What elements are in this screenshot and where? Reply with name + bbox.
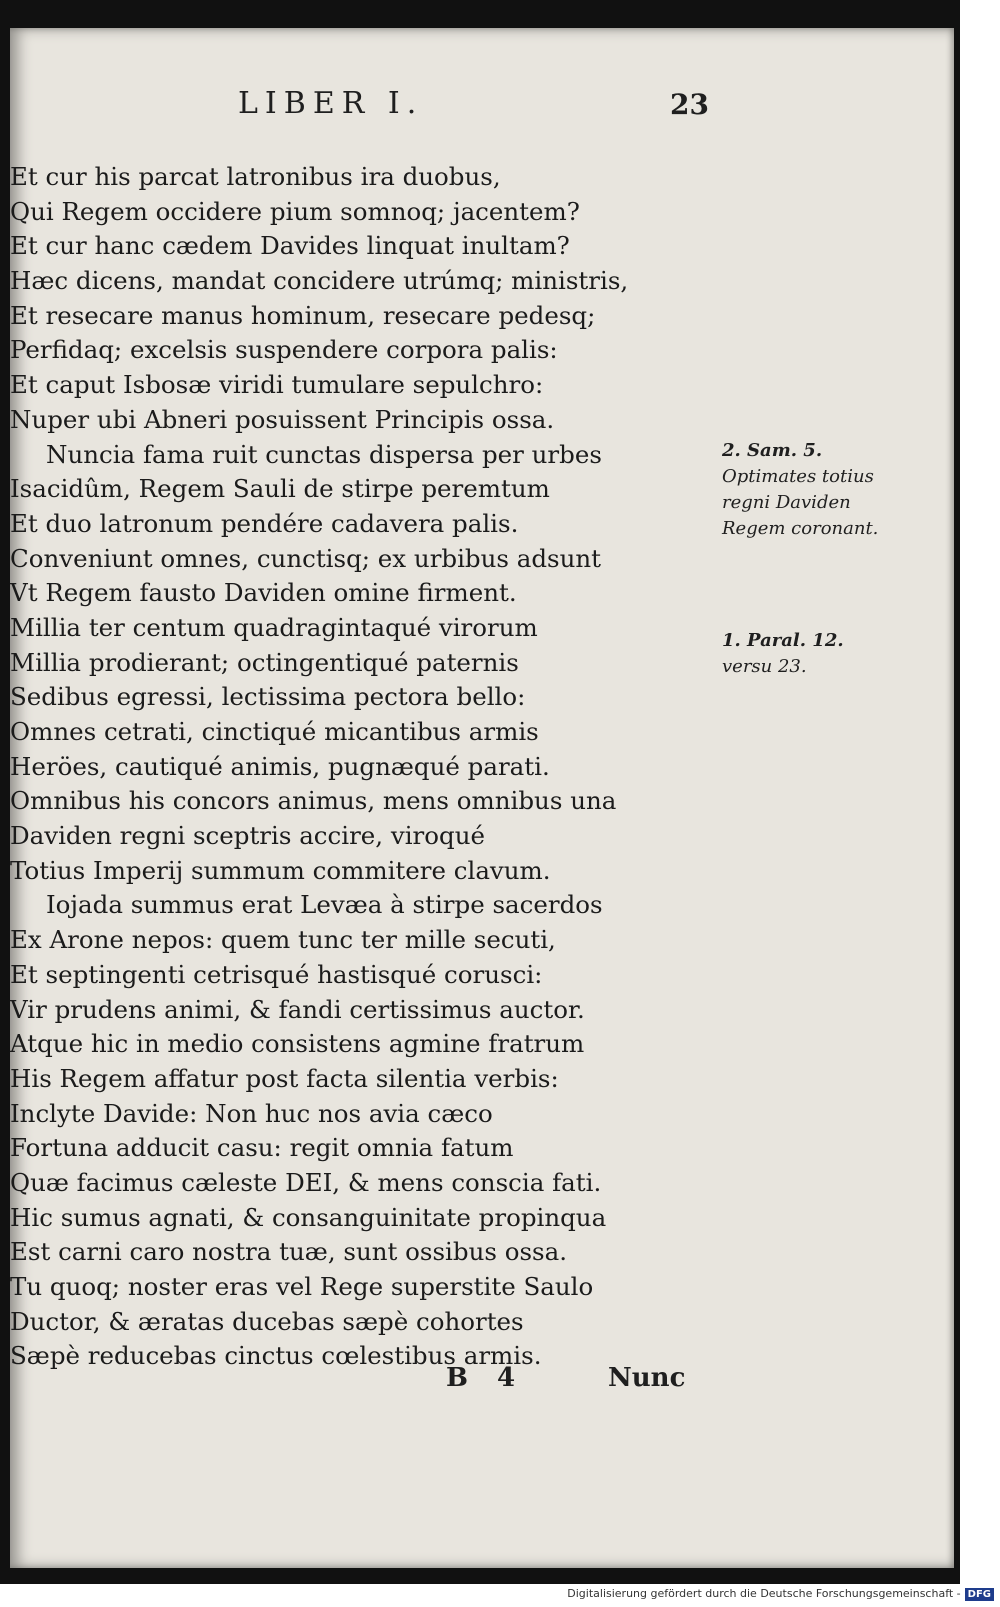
verse-line: Inclyte Davide: Non huc nos avia cæco	[10, 1098, 493, 1128]
book-page	[10, 28, 954, 1568]
marginal-note-line: Regem coronant.	[722, 518, 879, 539]
verse-block	[10, 160, 700, 1374]
verse-line: Et duo latronum pendére cadavera palis.	[10, 508, 519, 538]
verse-line: Isacidûm, Regem Sauli de stirpe peremtum	[10, 474, 550, 504]
verse-line: Millia ter centum quadragintaqué virorum	[10, 612, 538, 642]
marginal-note-line: versu 23.	[722, 656, 807, 677]
verse-line: Omnibus his concors animus, mens omnibus una	[10, 786, 617, 816]
verse-line: Et resecare manus hominum, resecare pedesq;	[10, 300, 596, 330]
verse-line: Totius Imperij summum commitere clavum.	[10, 855, 551, 885]
marginal-note-line: Optimates totius	[722, 466, 874, 487]
verse-line: Ex Arone nepos: quem tunc ter mille secuti,	[10, 925, 556, 955]
verse-line: Daviden regni sceptris accire, viroqué	[10, 821, 485, 851]
verse-line: Fortuna adducit casu: regit omnia fatum	[10, 1133, 514, 1163]
marginal-note-line: 1. Paral. 12.	[722, 630, 844, 651]
digitization-credit	[567, 1587, 994, 1601]
verse-line: Perfidaq; excelsis suspendere corpora palis:	[10, 335, 558, 365]
verse-line: Et cur hanc cædem Davides linquat inultam?	[10, 231, 570, 261]
marginal-note	[722, 438, 878, 542]
verse-line: Et cur his parcat latronibus ira duobus,	[10, 162, 501, 191]
running-head: LIBER I.	[238, 86, 424, 121]
verse-line: Iojada summus erat Levæa à stirpe sacerdos	[46, 890, 603, 920]
marginal-note-line: 2. Sam. 5.	[722, 440, 823, 461]
verse-line: Qui Regem occidere pium somnoq; jacentem?	[10, 196, 580, 226]
verse-line: Et septingenti cetrisqué hastisqué corusci:	[10, 959, 543, 989]
verse-line: Hæc dicens, mandat concidere utrúmq; ministris,	[10, 266, 629, 296]
verse-line: Sedibus egressi, lectissima pectora bello:	[10, 682, 526, 712]
verse-line: Vt Regem fausto Daviden omine firment.	[10, 578, 517, 608]
verse-line: Omnes cetrati, cinctiqué micantibus armis	[10, 717, 539, 746]
verse-line: Et caput Isbosæ viridi tumulare sepulchro:	[10, 370, 544, 400]
verse-line: Vir prudens animi, & fandi certissimus auctor.	[10, 994, 585, 1024]
verse-line: Est carni caro nostra tuæ, sunt ossibus ossa.	[10, 1237, 568, 1267]
marginal-note-line: regni Daviden	[722, 492, 851, 513]
dfg-logo: DFG	[965, 1588, 994, 1601]
verse-line: Quæ facimus cæleste DEI, & mens conscia fati.	[10, 1167, 602, 1197]
verse-line: Atque hic in medio consistens agmine fratrum	[10, 1029, 585, 1059]
verse-line: His Regem affatur post facta silentia verbis:	[10, 1063, 559, 1093]
verse-line: Nuncia fama ruit cunctas dispersa per urbes	[46, 439, 602, 469]
credit-text: Digitalisierung gefördert durch die Deutsche Forschungsgemeinschaft -	[567, 1587, 961, 1600]
verse-line: Heröes, cautiqué animis, pugnæqué parati.	[10, 751, 550, 781]
verse-line: Conveniunt omnes, cunctisq; ex urbibus adsunt	[10, 543, 602, 573]
verse-line: Hic sumus agnati, & consanguinitate propinqua	[10, 1202, 607, 1232]
signature-mark: B 4	[446, 1363, 526, 1393]
verse-line: Ductor, & æratas ducebas sæpè cohortes	[10, 1306, 524, 1336]
verse-line: Nuper ubi Abneri posuissent Principis ossa.	[10, 404, 555, 434]
page-number: 23	[670, 88, 709, 121]
verse-line: Millia prodierant; octingentiqué paternis	[10, 647, 519, 677]
verse-line: Sæpè reducebas cinctus cœlestibus armis.	[10, 1341, 542, 1371]
verse-line: Tu quoq; noster eras vel Rege superstite Saulo	[10, 1272, 594, 1301]
catchword: Nunc	[608, 1363, 686, 1393]
marginal-note	[722, 628, 844, 680]
